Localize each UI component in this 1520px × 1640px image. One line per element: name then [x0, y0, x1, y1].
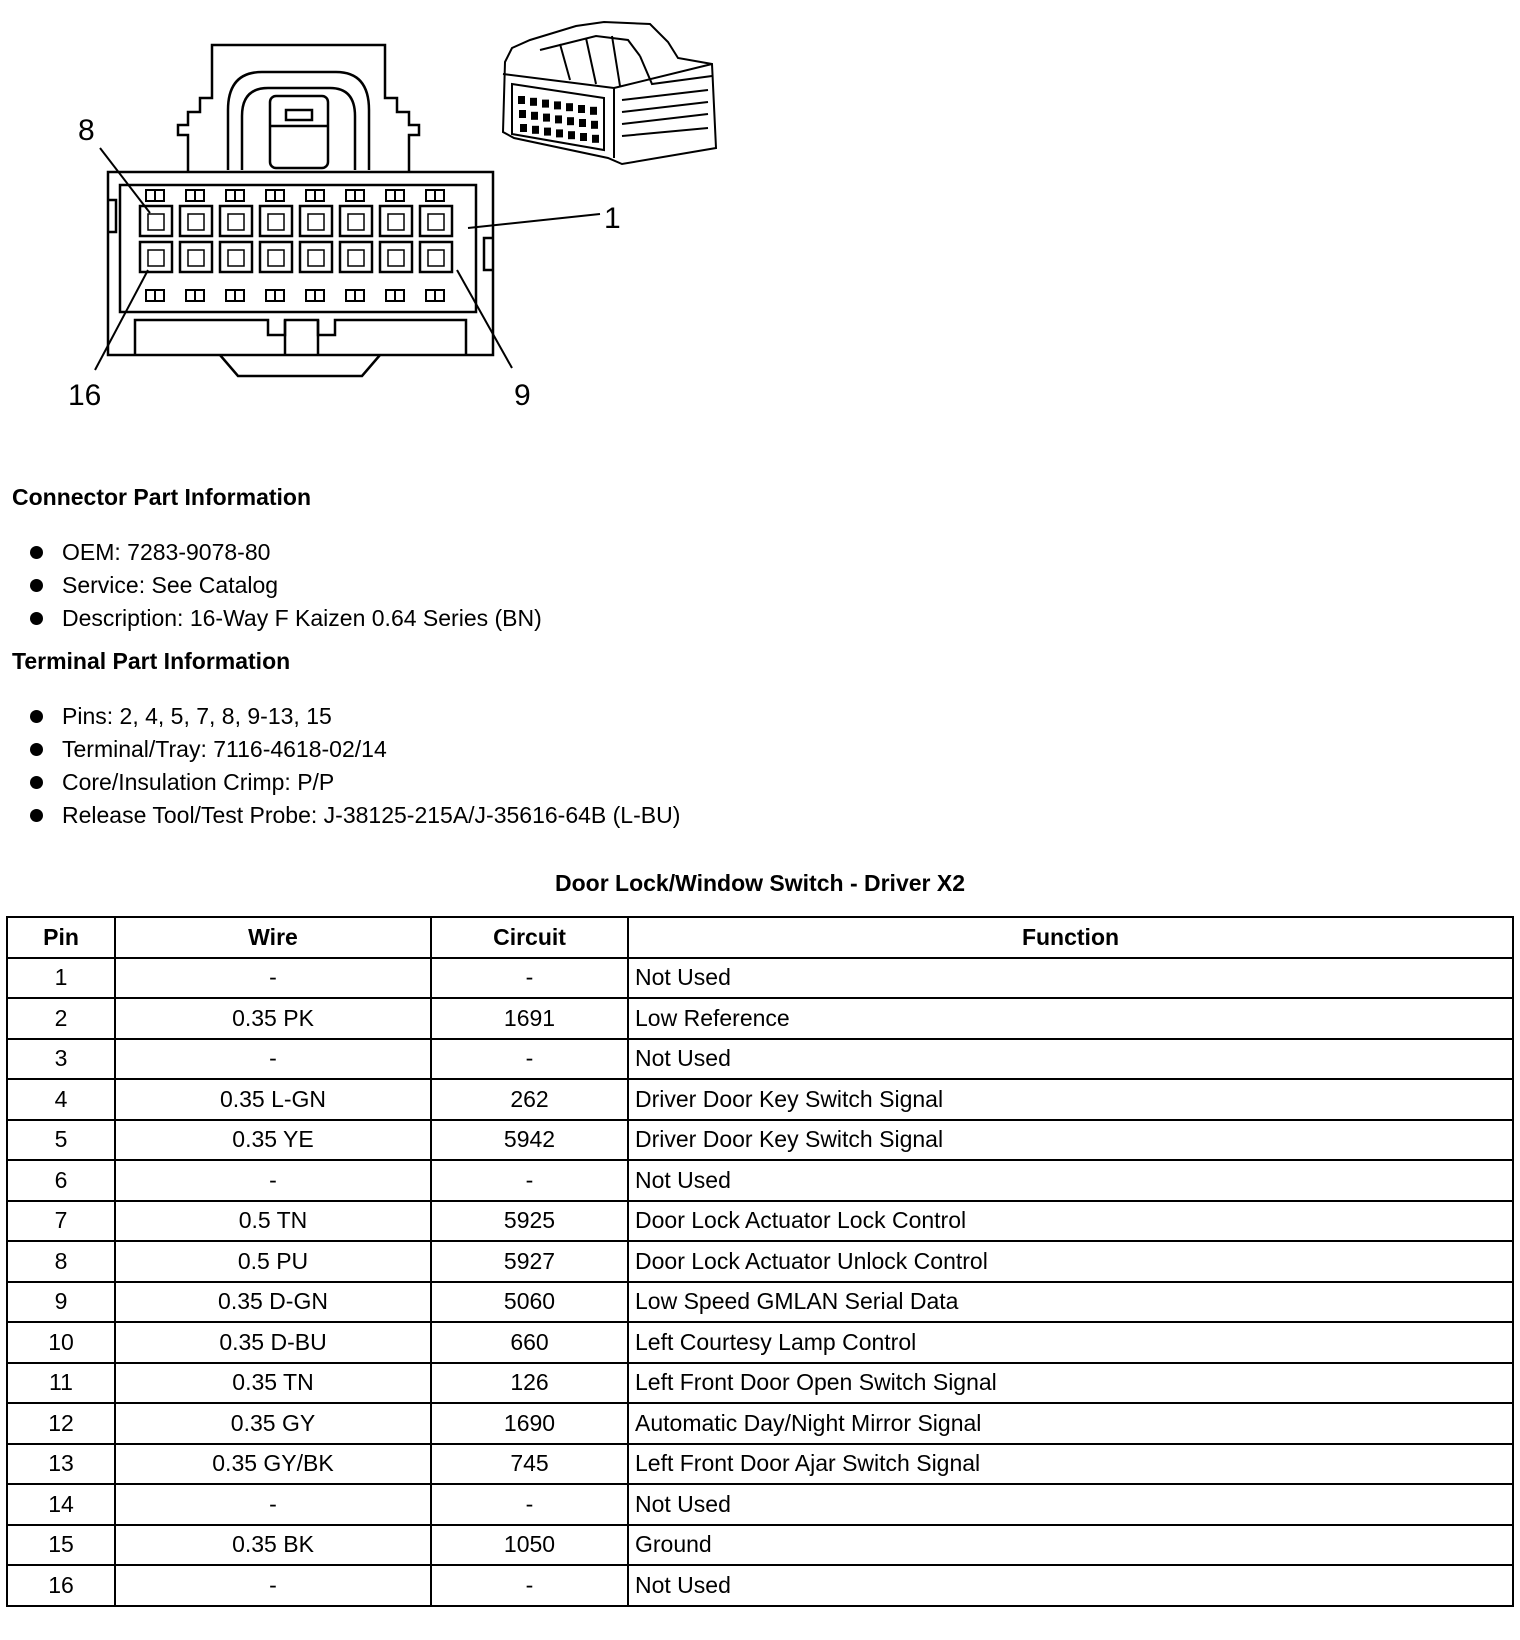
circuit-cell: 1691: [431, 998, 628, 1039]
wire-cell: -: [115, 1039, 431, 1080]
connector-bottom-key: [135, 320, 466, 355]
list-item: Description: 16-Way F Kaizen 0.64 Series (BN): [30, 602, 542, 635]
function-cell: Ground: [628, 1525, 1513, 1566]
leader-line-1: [468, 214, 600, 228]
table-title: Door Lock/Window Switch - Driver X2: [554, 870, 965, 896]
function-cell: Not Used: [628, 1565, 1513, 1606]
wire-cell: -: [115, 1565, 431, 1606]
circuit-cell: -: [431, 958, 628, 999]
circuit-cell: 126: [431, 1363, 628, 1404]
pin-cell: 14: [7, 1484, 115, 1525]
wire-cell: 0.35 D-GN: [115, 1282, 431, 1323]
wire-cell: 0.35 L-GN: [115, 1079, 431, 1120]
terminal-cavity: [340, 242, 372, 272]
function-cell: Left Courtesy Lamp Control: [628, 1322, 1513, 1363]
table-row: [7, 1201, 1513, 1242]
function-cell: Driver Door Key Switch Signal: [628, 1120, 1513, 1161]
pin-cell: 1: [7, 958, 115, 999]
column-header-wire: Wire: [115, 917, 431, 958]
function-cell: Not Used: [628, 1160, 1513, 1201]
wire-cell: 0.35 PK: [115, 998, 431, 1039]
wire-cell: -: [115, 1484, 431, 1525]
callout-pin-1: 1: [604, 202, 621, 235]
list-item: Core/Insulation Crimp: P/P: [30, 766, 680, 799]
list-item: Terminal/Tray: 7116-4618-02/14: [30, 733, 680, 766]
table-row: [7, 1363, 1513, 1404]
list-item: Service: See Catalog: [30, 569, 542, 602]
callout-pin-9: 9: [514, 379, 531, 412]
wire-cell: -: [115, 1160, 431, 1201]
callout-pin-8: 8: [78, 114, 95, 147]
table-row: [7, 1120, 1513, 1161]
circuit-cell: -: [431, 1565, 628, 1606]
circuit-cell: 1050: [431, 1525, 628, 1566]
terminal-cavity: [300, 206, 332, 236]
callout-pin-16: 16: [68, 379, 102, 412]
terminal-cavity: [220, 206, 252, 236]
circuit-cell: 5060: [431, 1282, 628, 1323]
function-cell: Door Lock Actuator Unlock Control: [628, 1241, 1513, 1282]
table-row: [7, 1403, 1513, 1444]
table-header-row: [7, 917, 1513, 958]
pin-cell: 7: [7, 1201, 115, 1242]
circuit-cell: 1690: [431, 1403, 628, 1444]
wire-cell: 0.35 GY/BK: [115, 1444, 431, 1485]
table-row: [7, 1525, 1513, 1566]
list-item: OEM: 7283-9078-80: [30, 536, 542, 569]
wire-cell: -: [115, 958, 431, 999]
wire-cell: 0.5 PU: [115, 1241, 431, 1282]
table-row: [7, 1484, 1513, 1525]
pin-cell: 6: [7, 1160, 115, 1201]
terminal-cavity: [180, 206, 212, 236]
wire-cell: 0.35 TN: [115, 1363, 431, 1404]
connector-part-info-list: [30, 536, 542, 635]
connector-diagram: [0, 0, 760, 430]
list-item: Pins: 2, 4, 5, 7, 8, 9-13, 15: [30, 700, 680, 733]
terminal-cavity: [140, 242, 172, 272]
terminal-cavity: [300, 242, 332, 272]
terminal-cavity: [180, 242, 212, 272]
function-cell: Not Used: [628, 1039, 1513, 1080]
table-row: [7, 1241, 1513, 1282]
function-cell: Left Front Door Ajar Switch Signal: [628, 1444, 1513, 1485]
table-row: [7, 1282, 1513, 1323]
function-cell: Low Reference: [628, 998, 1513, 1039]
wire-cell: 0.35 YE: [115, 1120, 431, 1161]
circuit-cell: 5925: [431, 1201, 628, 1242]
column-header-pin: Pin: [7, 917, 115, 958]
circuit-cell: -: [431, 1484, 628, 1525]
pin-cell: 2: [7, 998, 115, 1039]
pin-cell: 3: [7, 1039, 115, 1080]
terminal-part-info-list: [30, 700, 680, 832]
circuit-cell: 745: [431, 1444, 628, 1485]
circuit-cell: -: [431, 1039, 628, 1080]
table-row: [7, 1565, 1513, 1606]
pin-cell: 9: [7, 1282, 115, 1323]
function-cell: Left Front Door Open Switch Signal: [628, 1363, 1513, 1404]
pin-cell: 16: [7, 1565, 115, 1606]
column-header-circuit: Circuit: [431, 917, 628, 958]
circuit-cell: 660: [431, 1322, 628, 1363]
terminal-cavity: [420, 206, 452, 236]
terminal-cavity: [140, 206, 172, 236]
table-row: [7, 1160, 1513, 1201]
circuit-cell: 5927: [431, 1241, 628, 1282]
terminal-part-info-heading: Terminal Part Information: [12, 648, 291, 674]
pin-cell: 13: [7, 1444, 115, 1485]
table-row: [7, 1039, 1513, 1080]
terminal-cavity: [380, 242, 412, 272]
wire-cell: 0.35 D-BU: [115, 1322, 431, 1363]
wire-cell: 0.35 BK: [115, 1525, 431, 1566]
table-row: [7, 998, 1513, 1039]
list-item: Release Tool/Test Probe: J-38125-215A/J-35616-64B (L-BU): [30, 799, 680, 832]
terminal-cavity: [260, 242, 292, 272]
terminal-cavity: [260, 206, 292, 236]
connector-part-info-heading: Connector Part Information: [12, 484, 312, 510]
pin-cell: 8: [7, 1241, 115, 1282]
table-row: [7, 1079, 1513, 1120]
pinout-table: [6, 916, 1514, 1607]
terminal-cavity: [380, 206, 412, 236]
circuit-cell: -: [431, 1160, 628, 1201]
table-row: [7, 958, 1513, 999]
pin-cell: 15: [7, 1525, 115, 1566]
pin-cell: 4: [7, 1079, 115, 1120]
function-cell: Not Used: [628, 958, 1513, 999]
terminal-cavity: [340, 206, 372, 236]
connector-latch-window: [270, 96, 328, 168]
function-cell: Automatic Day/Night Mirror Signal: [628, 1403, 1513, 1444]
wire-cell: 0.35 GY: [115, 1403, 431, 1444]
function-cell: Door Lock Actuator Lock Control: [628, 1201, 1513, 1242]
function-cell: Driver Door Key Switch Signal: [628, 1079, 1513, 1120]
pin-cell: 11: [7, 1363, 115, 1404]
column-header-function: Function: [628, 917, 1513, 958]
function-cell: Low Speed GMLAN Serial Data: [628, 1282, 1513, 1323]
terminal-cavity: [220, 242, 252, 272]
connector-latch-housing: [178, 45, 419, 172]
pin-cell: 12: [7, 1403, 115, 1444]
circuit-cell: 262: [431, 1079, 628, 1120]
circuit-cell: 5942: [431, 1120, 628, 1161]
wire-cell: 0.5 TN: [115, 1201, 431, 1242]
table-row: [7, 1322, 1513, 1363]
connector-3d-illustration: [503, 22, 716, 164]
function-cell: Not Used: [628, 1484, 1513, 1525]
pin-cell: 5: [7, 1120, 115, 1161]
table-row: [7, 1444, 1513, 1485]
pin-cell: 10: [7, 1322, 115, 1363]
terminal-cavity: [420, 242, 452, 272]
